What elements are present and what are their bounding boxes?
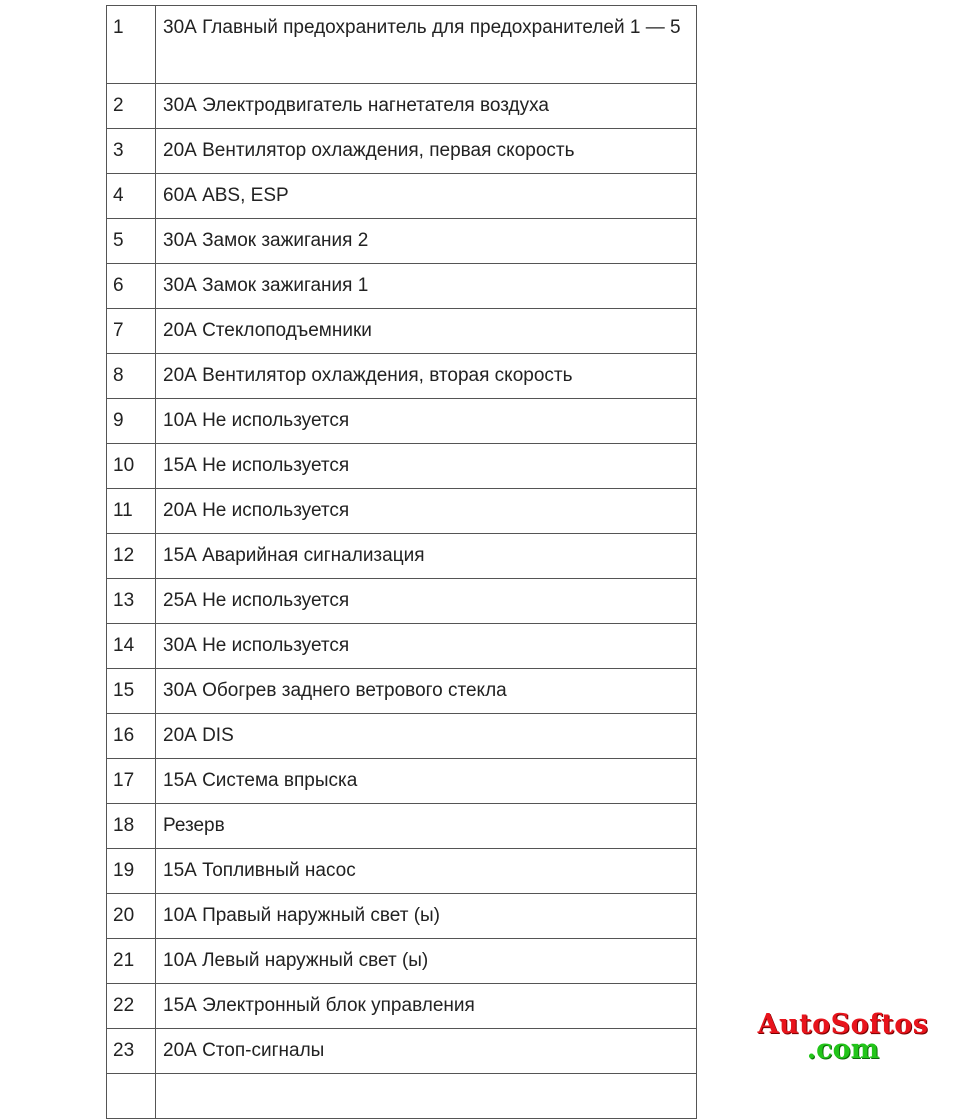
fuse-description-cell <box>156 444 697 489</box>
fuse-description-cell <box>156 309 697 354</box>
table-row <box>107 804 697 849</box>
fuse-description: 30А Замок зажигания 1 <box>163 275 369 296</box>
fuse-number-cell <box>107 624 156 669</box>
fuse-number: 23 <box>113 1040 135 1061</box>
table-row <box>107 939 697 984</box>
table-row <box>107 444 697 489</box>
fuse-description-cell <box>156 759 697 804</box>
fuse-number: 17 <box>113 770 135 791</box>
fuse-description-cell <box>156 84 697 129</box>
fuse-description-cell <box>156 849 697 894</box>
fuse-description: 30А Главный предохранитель для предохранителей 1 — 5 <box>163 17 681 38</box>
fuse-description-cell <box>156 489 697 534</box>
table-row <box>107 759 697 804</box>
table-row <box>107 1074 697 1119</box>
watermark-domain: .com <box>806 1034 880 1065</box>
fuse-description-cell <box>156 174 697 219</box>
fuse-description: 10А Левый наружный свет (ы) <box>163 950 429 971</box>
table-row <box>107 309 697 354</box>
fuse-description: 30А Электродвигатель нагнетателя воздуха <box>163 95 549 116</box>
fuse-description: 15А Система впрыска <box>163 770 358 791</box>
fuse-description-cell <box>156 804 697 849</box>
fuse-number-cell <box>107 894 156 939</box>
fuse-number-cell <box>107 939 156 984</box>
fuse-description: 25А Не используется <box>163 590 350 611</box>
fuse-description: 20А DIS <box>163 725 234 746</box>
fuse-number: 5 <box>113 230 124 251</box>
table-row <box>107 849 697 894</box>
fuse-description-cell <box>156 894 697 939</box>
fuse-description: 30А Замок зажигания 2 <box>163 230 369 251</box>
fuse-description: 15А Электронный блок управления <box>163 995 475 1016</box>
fuse-number: 7 <box>113 320 124 341</box>
fuse-number: 11 <box>113 500 133 521</box>
fuse-description: 15А Не используется <box>163 455 350 476</box>
watermark-name: AutoSoftos <box>757 1009 929 1040</box>
fuse-description: 20А Стоп-сигналы <box>163 1040 325 1061</box>
fuse-description: 15А Аварийная сигнализация <box>163 545 425 566</box>
fuse-number: 8 <box>113 365 124 386</box>
fuse-description: 20А Не используется <box>163 500 350 521</box>
fuse-number: 3 <box>113 140 124 161</box>
table-row <box>107 579 697 624</box>
fuse-description: 30А Обогрев заднего ветрового стекла <box>163 680 507 701</box>
fuse-description: 20А Вентилятор охлаждения, вторая скорость <box>163 365 573 386</box>
fuse-description: 20А Вентилятор охлаждения, первая скорость <box>163 140 575 161</box>
fuse-number: 9 <box>113 410 124 431</box>
table-row <box>107 1029 697 1074</box>
fuse-description-cell <box>156 669 697 714</box>
fuse-description-cell <box>156 624 697 669</box>
fuse-number: 16 <box>113 725 135 746</box>
fuse-number-cell <box>107 6 156 84</box>
fuse-number: 15 <box>113 680 135 701</box>
fuse-number: 10 <box>113 455 135 476</box>
fuse-number-cell <box>107 579 156 624</box>
table-row <box>107 84 697 129</box>
fuse-description: 15А Топливный насос <box>163 860 356 881</box>
fuse-number: 18 <box>113 815 135 836</box>
table-row <box>107 669 697 714</box>
fuse-number-cell <box>107 534 156 579</box>
fuse-description: 10А Правый наружный свет (ы) <box>163 905 441 926</box>
table-row <box>107 6 697 84</box>
table-row <box>107 714 697 759</box>
fuse-number-cell <box>107 264 156 309</box>
fuse-number: 6 <box>113 275 124 296</box>
fuse-number: 13 <box>113 590 135 611</box>
fuse-number-cell <box>107 1074 156 1119</box>
fuse-description: 60А ABS, ESP <box>163 185 289 206</box>
table-row <box>107 264 697 309</box>
fuse-description-cell <box>156 714 697 759</box>
table-row <box>107 354 697 399</box>
fuse-description: 30А Не используется <box>163 635 350 656</box>
fuse-description-cell <box>156 1029 697 1074</box>
fuse-number-cell <box>107 849 156 894</box>
fuse-description-cell <box>156 354 697 399</box>
fuse-number-cell <box>107 399 156 444</box>
fuse-description-cell <box>156 1074 697 1119</box>
fuse-number-cell <box>107 219 156 264</box>
fuse-number: 4 <box>113 185 124 206</box>
fuse-description-cell <box>156 264 697 309</box>
fuse-number-cell <box>107 354 156 399</box>
fuse-number: 20 <box>113 905 135 926</box>
table-row <box>107 624 697 669</box>
fuse-number-cell <box>107 84 156 129</box>
fuse-number-cell <box>107 669 156 714</box>
fuse-description-cell <box>156 399 697 444</box>
fuse-description: Резерв <box>163 815 225 836</box>
fuse-number-cell <box>107 309 156 354</box>
fuse-number-cell <box>107 444 156 489</box>
fuse-number: 14 <box>113 635 135 656</box>
table-row <box>107 984 697 1029</box>
fuse-number-cell <box>107 174 156 219</box>
table-row <box>107 129 697 174</box>
fuse-description: 10А Не используется <box>163 410 350 431</box>
fuse-description-cell <box>156 219 697 264</box>
fuse-number-cell <box>107 489 156 534</box>
fuse-number: 19 <box>113 860 135 881</box>
fuse-description-cell <box>156 984 697 1029</box>
watermark-logo <box>748 1011 938 1063</box>
fuse-number: 1 <box>113 17 124 38</box>
fuse-table-body <box>107 6 697 1119</box>
fuse-description: 20А Стеклоподъемники <box>163 320 372 341</box>
table-row <box>107 894 697 939</box>
table-row <box>107 219 697 264</box>
fuse-description-cell <box>156 579 697 624</box>
fuse-table <box>106 5 697 1119</box>
fuse-number-cell <box>107 714 156 759</box>
table-row <box>107 534 697 579</box>
fuse-description-cell <box>156 129 697 174</box>
fuse-number: 21 <box>113 950 135 971</box>
fuse-description-cell <box>156 6 697 84</box>
fuse-number: 2 <box>113 95 124 116</box>
fuse-number: 22 <box>113 995 135 1016</box>
fuse-number-cell <box>107 129 156 174</box>
fuse-number-cell <box>107 804 156 849</box>
fuse-number-cell <box>107 759 156 804</box>
table-row <box>107 399 697 444</box>
fuse-number-cell <box>107 984 156 1029</box>
table-row <box>107 489 697 534</box>
fuse-description-cell <box>156 534 697 579</box>
fuse-description-cell <box>156 939 697 984</box>
fuse-number: 12 <box>113 545 135 566</box>
table-row <box>107 174 697 219</box>
fuse-number-cell <box>107 1029 156 1074</box>
